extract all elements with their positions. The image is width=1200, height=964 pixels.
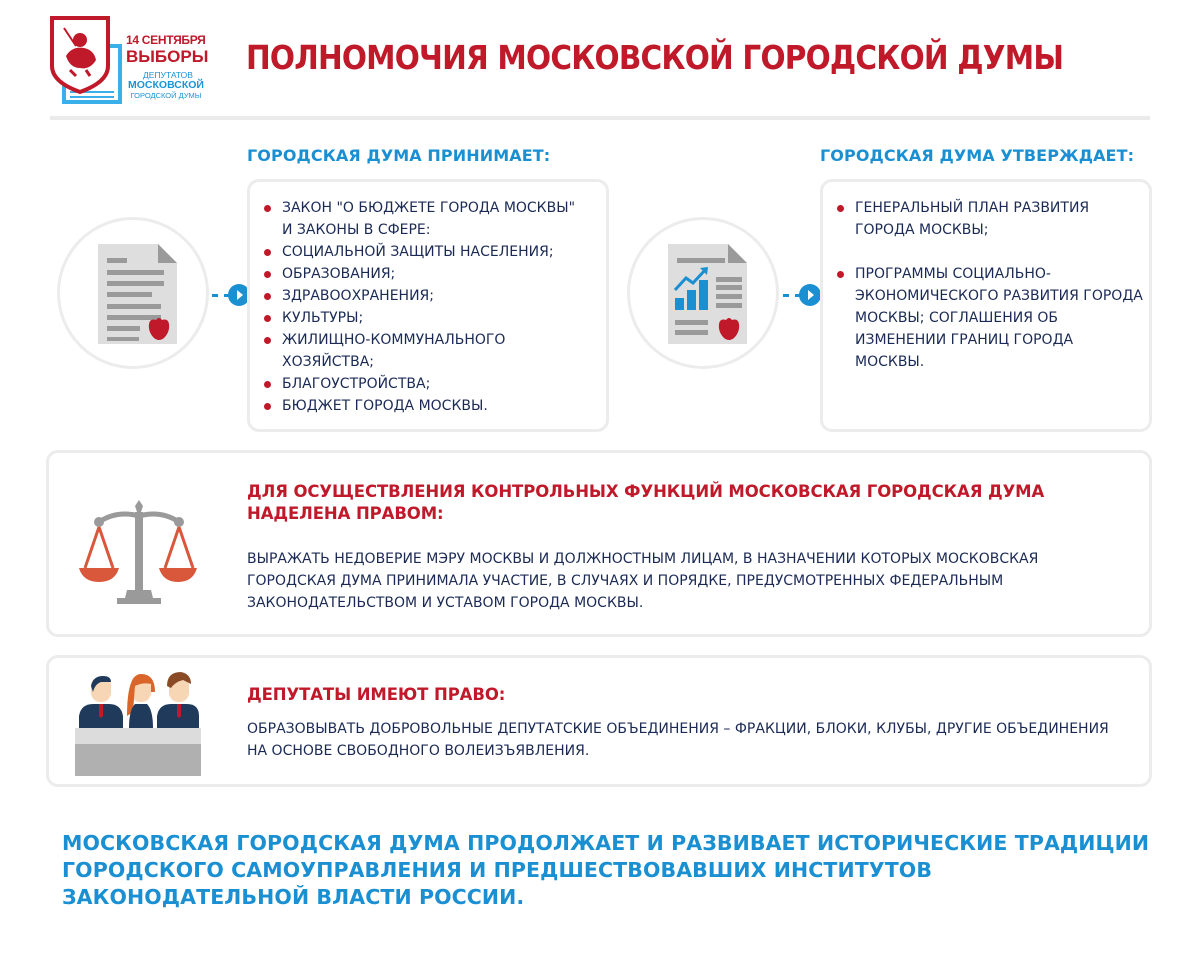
control-heading: ДЛЯ ОСУЩЕСТВЛЕНИЯ КОНТРОЛЬНЫХ ФУНКЦИЙ МОСКОВСКАЯ ГОРОДСКАЯ ДУМА НАДЕЛЕНА ПРАВОМ: <box>247 482 1045 523</box>
adopts-item: ОБРАЗОВАНИЯ; <box>264 263 604 285</box>
approves-label: ГОРОДСКАЯ ДУМА УТВЕРЖДАЕТ: <box>820 146 1135 165</box>
approves-arrow-icon <box>799 284 821 306</box>
control-card <box>46 450 1152 637</box>
approves-item: ПРОГРАММЫ СОЦИАЛЬНО-ЭКОНОМИЧЕСКОГО РАЗВИТИЯ ГОРОДА МОСКВЫ; СОГЛАШЕНИЯ ОБ ИЗМЕНЕНИИ ГРАНИЦ ГОРОДА МОСКВЫ. <box>837 263 1145 373</box>
header-divider <box>50 116 1150 120</box>
deputies-card <box>46 655 1152 787</box>
logo-line-1: ДЕПУТАТОВ <box>143 70 193 80</box>
adopts-item: ЖИЛИЩНО-КОММУНАЛЬНОГО ХОЗЯЙСТВА; <box>264 329 537 373</box>
approves-icon-circle <box>627 217 779 369</box>
adopts-item: ЗАКОН "О БЮДЖЕТЕ ГОРОДА МОСКВЫ" <box>264 197 604 219</box>
deputies-icon <box>71 672 201 778</box>
approves-item: ГЕНЕРАЛЬНЫЙ ПЛАН РАЗВИТИЯ ГОРОДА МОСКВЫ; <box>837 197 1125 241</box>
logo-line-3: ГОРОДСКОЙ ДУМЫ <box>130 91 202 100</box>
adopts-item: БЛАГОУСТРОЙСТВА; <box>264 373 604 395</box>
adopts-item: И ЗАКОНЫ В СФЕРЕ: <box>282 222 431 238</box>
adopts-label: ГОРОДСКАЯ ДУМА ПРИНИМАЕТ: <box>247 146 551 165</box>
control-text: ВЫРАЖАТЬ НЕДОВЕРИЕ МЭРУ МОСКВЫ И ДОЛЖНОСТНЫМ ЛИЦАМ, В НАЗНАЧЕНИИ КОТОРЫХ МОСКОВСКАЯ ГОРОДСКАЯ ДУМА ПРИНИМАЛА УЧАСТИЕ, В СЛУЧАЯХ И ПОРЯДКЕ, ПРЕДУСМОТРЕННЫХ ФЕДЕРАЛЬНЫМ ЗАКОНОДАТЕЛЬСТВОМ И УСТАВОМ ГОРОДА МОСКВЫ. <box>247 551 1039 611</box>
adopts-icon-circle <box>57 217 209 369</box>
chart-document-icon <box>630 220 776 366</box>
adopts-card <box>247 179 609 432</box>
adopts-item: КУЛЬТУРЫ; <box>264 307 604 329</box>
logo-title: ВЫБОРЫ <box>126 47 209 66</box>
deputies-text: ОБРАЗОВЫВАТЬ ДОБРОВОЛЬНЫЕ ДЕПУТАТСКИЕ ОБЪЕДИНЕНИЯ – ФРАКЦИИ, БЛОКИ, КЛУБЫ, ДРУГИЕ ОБЪЕДИНЕНИЯ НА ОСНОВЕ СВОБОДНОГО ВОЛЕИЗЪЯВЛЕНИЯ. <box>247 721 1109 759</box>
adopts-item: СОЦИАЛЬНОЙ ЗАЩИТЫ НАСЕЛЕНИЯ; <box>264 241 604 263</box>
scales-icon <box>77 498 197 608</box>
adopts-item: БЮДЖЕТ ГОРОДА МОСКВЫ. <box>264 395 604 417</box>
approves-card <box>820 179 1152 432</box>
approves-list <box>837 197 1143 373</box>
logo-line-2: МОСКОВСКОЙ <box>128 79 204 91</box>
deputies-heading: ДЕПУТАТЫ ИМЕЮТ ПРАВО: <box>247 685 506 704</box>
adopts-list <box>264 197 604 417</box>
adopts-item: ЗДРАВООХРАНЕНИЯ; <box>264 285 604 307</box>
logo-date: 14 СЕНТЯБРЯ <box>126 33 206 47</box>
moscow-coat-of-arms-icon <box>50 16 130 106</box>
footer-statement: МОСКОВСКАЯ ГОРОДСКАЯ ДУМА ПРОДОЛЖАЕТ И РАЗВИВАЕТ ИСТОРИЧЕСКИЕ ТРАДИЦИИ ГОРОДСКОГО САМОУПРАВЛЕНИЯ И ПРЕДШЕСТВОВАВШИХ ИНСТИТУТОВ ЗАКОНОДАТЕЛЬНОЙ ВЛАСТИ РОССИИ. <box>62 831 1150 909</box>
document-with-emblem-icon <box>60 220 206 366</box>
page-title: ПОЛНОМОЧИЯ МОСКОВСКОЙ ГОРОДСКОЙ ДУМЫ <box>246 38 1064 77</box>
